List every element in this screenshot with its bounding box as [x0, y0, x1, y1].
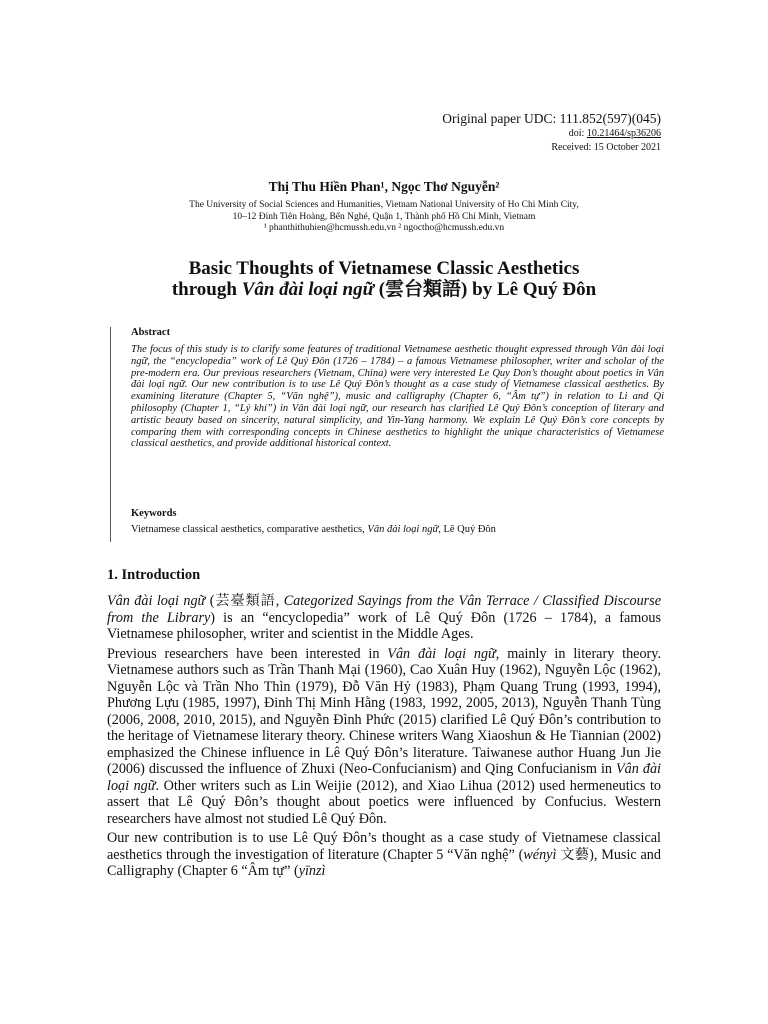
section-heading: 1. Introduction	[107, 567, 201, 583]
abstract	[131, 326, 664, 450]
udc-line: Original paper UDC: 111.852(597)(045)	[442, 111, 661, 126]
keywords-list: Vietnamese classical aesthetics, comparative aesthetics,	[131, 524, 368, 535]
affiliation-emails: ¹ phanthithuhien@hcmussh.edu.vn ² ngoctho@hcmussh.edu.vn	[263, 223, 505, 233]
title-line-1: Basic Thoughts of Vietnamese Classic Aesthetics	[188, 258, 580, 279]
p1-work: Vân đài loại ngữ	[107, 593, 206, 609]
keywords-heading: Keywords	[131, 508, 177, 519]
paragraph-2	[107, 646, 661, 828]
keyword-author: , Lê Quý Đôn	[438, 524, 496, 535]
abstract-body: The focus of this study is to clarify some features of traditional Vietnamese aesthetic thought expressed through Vân đài loại ngữ, the “encyclopedia” work of Lê Quý Đôn (1726 – 1784) – a famous Vietnamese philosopher, writer and scholar of the pre-modern era. Our previous researchers (Vietnam, China) were very interested Le Quy Don’s thought about poetics in Vân đài loại ngữ. Our new contribution is to use Lê Quý Đôn’s thought as a case study of Vietnamese classical aesthetics. By examining literature (Chapter 5, “Văn nghệ”), music and calligraphy (Chapter 6, “Âm tự”) in relation to Li and Qi philosophy (Chapter 1, “Lý khí”) in Vân đài loại ngữ, our research has clarified Lê Quý Đôn’s conception of literary and artistic beauty based on sincerity, natural simplicity, and Yin-Yang harmony. We explain Lê Quý Đôn’s core concepts by comparing them with corresponding concepts in Chinese aesthetics to highlight the unique characteristics of Vietnamese classical aesthetics, and provide additional historical context.	[131, 344, 664, 450]
p2-text-end: . Other writers such as Lin Weijie (2012), and Xiao Lihua (2012) used hermeneutics to assert that Lê Quý Đôn’s thought about poetics were influenced by Confucius. Western researchers have almost not studied Lê Quý Đôn.	[107, 777, 661, 827]
p1-translation: Categorized Sayings from the Vân Terrace / Classified Discourse from the Library	[107, 593, 662, 626]
title-text-end: (雲台類語) by Lê Quý Đôn	[373, 279, 597, 300]
doi-link[interactable]: 10.21464/sp36206	[586, 128, 661, 139]
p3-text-mid: 文藝), Music and Calligraphy (Chapter 6 “Âm tự” (	[107, 846, 661, 879]
p3-term: wényì	[523, 846, 557, 863]
title-line-2	[0, 279, 768, 300]
doi-label: doi:	[568, 128, 587, 139]
p3-text: Our new contribution is to use Lê Quý Đôn’s thought as a case study of Vietnamese classical aesthetics through the investigation of literature (Chapter 5 “Văn nghệ” (	[107, 830, 661, 863]
p1-text: (芸臺類語,	[205, 593, 284, 609]
paragraph-3	[107, 830, 661, 880]
doi-line	[442, 127, 661, 141]
received-date: Received: 15 October 2021	[551, 142, 661, 153]
introduction-body	[107, 593, 661, 883]
title-text: through	[171, 279, 242, 300]
abstract-text	[131, 344, 664, 450]
p2-text-mid: , mainly in literary theory. Vietnamese authors such as Trần Thanh Mại (1960), Cao Xuân Huy (1962), Nguyễn Lộc (1962), Nguyễn Lộc và Trần Nho Thìn (1979), Đỗ Văn Hỷ (1983), Phạm Quang Trung (1993, 1994), Phương Lựu (1985, 1997), Đinh Thị Minh Hằng (1983, 1992, 2005, 2013), Nguyễn Thanh Tùng (2006, 2008, 2010, 2015), and Nguyễn Đình Phức (2015) clarified Lê Quý Đôn’s contribution to the heritage of Vietnamese literary theory. Chinese writers Wang Xiaoshun & He Tiannian (2002) emphasized the Chinese influence in Lê Quý Đôn’s literature. Taiwanese author Huang Jun Jie (2006) discussed the influence of Zhuxi (Neo-Confucianism) and Qing Confucianism in	[107, 645, 661, 777]
title-work-name: Vân đài loại ngữ	[241, 279, 374, 300]
abstract-rule	[110, 327, 111, 542]
affiliation-line-2: 10–12 Đinh Tiên Hoàng, Bến Nghé, Quận 1, Thành phố Hồ Chí Minh, Vietnam	[232, 211, 536, 222]
authors: Thị Thu Hiền Phan¹, Ngọc Thơ Nguyễn²	[268, 179, 500, 194]
keyword-work: Vân đài loại ngữ	[367, 524, 439, 535]
paragraph-1	[107, 593, 661, 643]
p1-text-end: ) is an “encyclopedia” work of Lê Quý Đôn (1726 – 1784), a famous Vietnamese philosopher, writer and scientist in the Middle Ages.	[107, 609, 661, 642]
affiliation	[0, 200, 768, 235]
p2-text: Previous researchers have been interested in	[107, 645, 388, 662]
p3-term-2: yīnzì	[298, 863, 326, 879]
keywords-text	[131, 524, 496, 535]
p2-work-2: Vân đài loại ngữ	[107, 761, 661, 794]
affiliation-line-1: The University of Social Sciences and Humanities, Vietnam National University of Ho Chi Minh City,	[189, 200, 579, 210]
paper-metadata	[442, 110, 661, 155]
paper-title	[0, 258, 768, 300]
p2-work: Vân đài loại ngữ	[387, 645, 496, 662]
abstract-heading: Abstract	[131, 327, 171, 338]
